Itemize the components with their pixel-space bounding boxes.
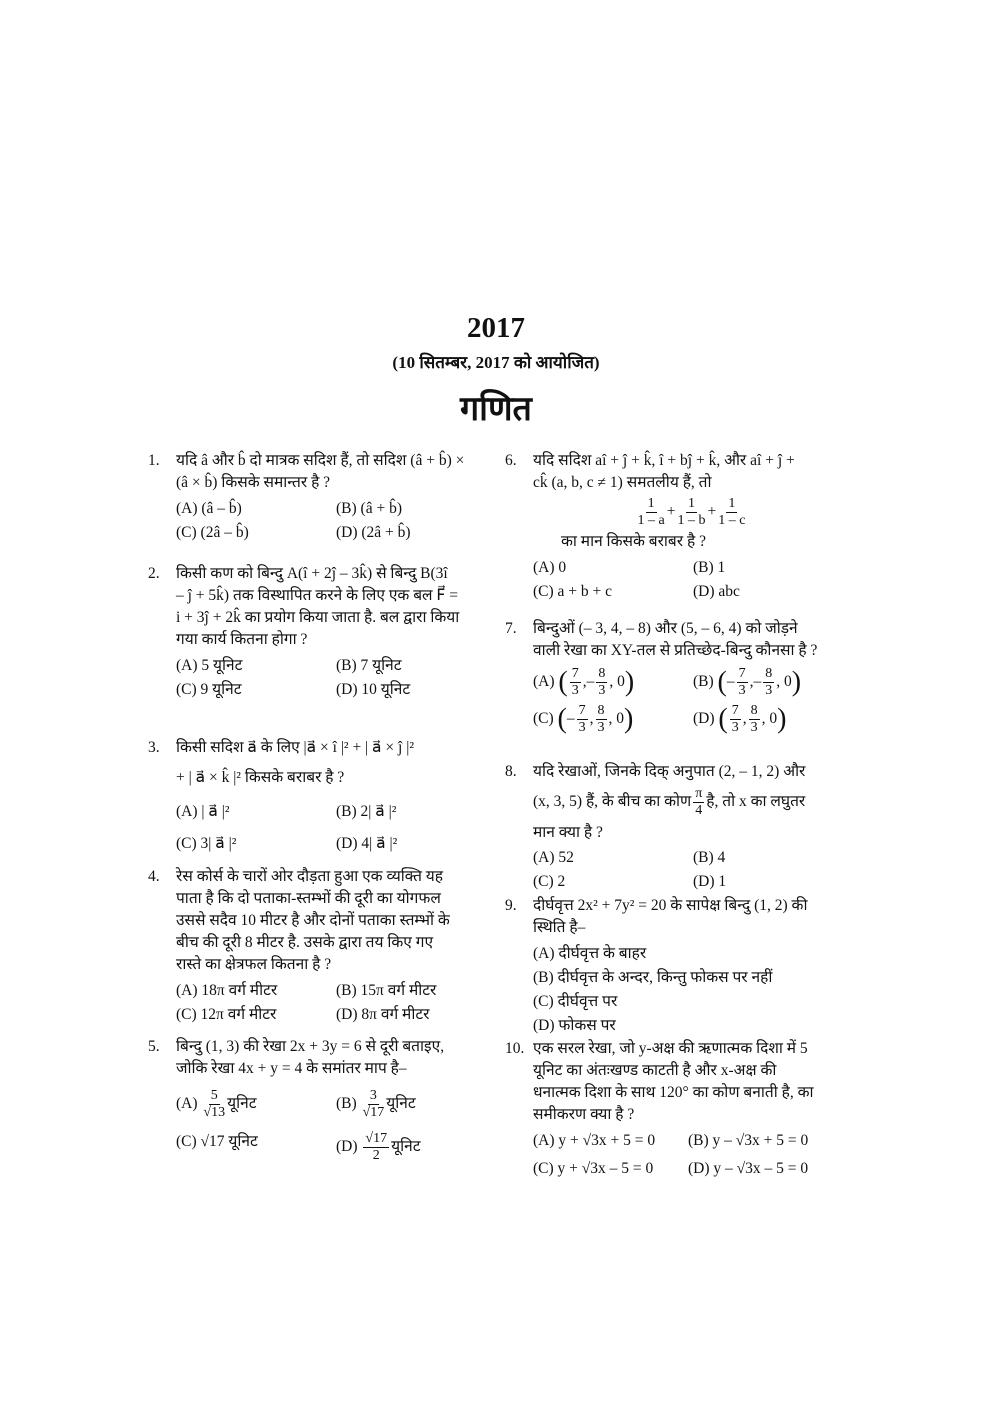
option-c: (C) (– $\frac{7}{3}$ , $\frac{8}{3}$ , 0) — [533, 703, 634, 735]
question-text: बिन्दुओं (– 3, 4, – 8) और (5, – 6, 4) को जोड़ने — [533, 620, 798, 637]
option-a: (A) ( $\frac{7}{3}$ ,– $\frac{8}{3}$ , 0) — [533, 666, 635, 698]
question-text: जोकि रेखा 4x + y = 4 के समांतर माप है– — [176, 1060, 407, 1077]
question-number: 2. — [148, 565, 160, 582]
question-number: 8. — [505, 763, 517, 780]
option-a: (A) $\frac{5}{√13}$ यूनिट — [176, 1088, 257, 1120]
question-text: धनात्मक दिशा के साथ 120° का कोण बनाती है, का — [533, 1084, 814, 1101]
option-a: (A) 0 — [533, 559, 567, 576]
question-text: रास्ते का क्षेत्रफल कितना है ? — [176, 956, 332, 973]
option-c: (C) 9 यूनिट — [176, 681, 242, 698]
question-text: रेस कोर्स के चारों ओर दौड़ता हुआ एक व्यक्ति यह — [176, 868, 444, 885]
question-text: यदि रेखाओं, जिनके दिक् अनुपात (2, – 1, 2) और — [533, 763, 806, 780]
option-d: (D) ( $\frac{7}{3}$ , $\frac{8}{3}$ , 0) — [693, 703, 787, 735]
question-number: 5. — [148, 1038, 160, 1055]
option-d: (D) abc — [693, 583, 740, 600]
option-d: (D) y – √3x – 5 = 0 — [688, 1160, 809, 1177]
question-number: 6. — [505, 452, 517, 469]
option-b: (B) 2| a⃗ |² — [336, 803, 397, 820]
question-8 — [505, 758, 850, 893]
question-text: ck̂ (a, b, c ≠ 1) समतलीय हैं, तो — [533, 474, 712, 491]
question-text: बीच की दूरी 8 मीटर है. उसके द्वारा तय किए गए — [176, 934, 434, 951]
option-a: (A) (â – b̂) — [176, 500, 242, 517]
option-d: (D) $\frac{√17}{2}$ यूनिट — [336, 1131, 421, 1163]
question-text: का मान किसके बराबर है ? — [561, 533, 706, 550]
question-text: (x, 3, 5) हैं, के बीच का कोण — [533, 793, 692, 811]
question-9 — [505, 895, 850, 1037]
question-text: दीर्घवृत्त 2x² + 7y² = 20 के सापेक्ष बिन्दु (1, 2) की — [533, 897, 808, 914]
option-c: (C) 3| a⃗ |² — [176, 835, 237, 852]
option-b: (B) y – √3x + 5 = 0 — [688, 1132, 809, 1149]
question-text: समीकरण क्या है ? — [533, 1106, 635, 1123]
option-c: (C) √17 यूनिट — [176, 1133, 258, 1150]
option-d: (D) 8π वर्ग मीटर — [336, 1006, 430, 1023]
question-text: (â × b̂) किसके समान्तर है ? — [176, 474, 331, 491]
option-c: (C) 2 — [533, 873, 566, 890]
option-a: (A) | a⃗ |² — [176, 803, 230, 820]
option-b: (B) 1 — [693, 559, 726, 576]
subject-title: गणित — [460, 391, 532, 428]
question-text: – ĵ + 5k̂) तक विस्थापित करने के लिए एक बल F⃗ = — [176, 587, 458, 604]
question-text: यदि â और b̂ दो मात्रक सदिश हैं, तो सदिश (â + b̂) × — [176, 452, 465, 469]
fraction-pi-over-4: $\frac{\pi}{4}$ — [695, 786, 703, 818]
question-text: बिन्दु (1, 3) की रेखा 2x + 3y = 6 से दूरी बताइए, — [176, 1038, 445, 1055]
question-number: 7. — [505, 620, 517, 637]
option-d: (D) 10 यूनिट — [336, 681, 411, 698]
question-text: स्थिति है– — [533, 919, 586, 936]
question-number: 10. — [505, 1040, 525, 1057]
option-d: (D) (2â + b̂) — [336, 524, 411, 541]
option-d: (D) 1 — [693, 873, 727, 890]
question-text: एक सरल रेखा, जो y-अक्ष की ऋणात्मक दिशा में 5 — [533, 1040, 808, 1057]
question-1 — [148, 450, 493, 544]
option-b: (B) दीर्घवृत्त के अन्दर, किन्तु फोकस पर नहीं — [533, 969, 773, 986]
option-b: (B) (â + b̂) — [336, 500, 402, 517]
question-text: i + 3ĵ + 2k̂ का प्रयोग किया जाता है. बल द्वारा किया — [176, 609, 460, 626]
question-text: उससे सदैव 10 मीटर है और दोनों पताका स्तम्भों के — [176, 912, 450, 929]
exam-year: 2017 — [467, 312, 525, 344]
fraction-sum: $\frac{1}{1 - a}$ + $\frac{1}{1 - b}$ + $\frac{1}{1 - c}$ — [637, 496, 746, 528]
question-number: 9. — [505, 897, 517, 914]
option-b: (B) 4 — [693, 849, 726, 866]
option-a: (A) दीर्घवृत्त के बाहर — [533, 945, 647, 962]
question-text: किसी कण को बिन्दु A(î + 2ĵ – 3k̂) से बिन्दु B(3î — [176, 565, 448, 582]
fraction: $\frac{3}{√17}$ — [362, 1088, 385, 1120]
question-5 — [148, 1036, 493, 1164]
fraction: $\frac{5}{√13}$ — [203, 1088, 226, 1120]
question-10 — [505, 1038, 850, 1180]
option-c: (C) 12π वर्ग मीटर — [176, 1006, 277, 1023]
question-text: मान क्या है ? — [533, 824, 603, 841]
question-3 — [148, 733, 493, 859]
option-a: (A) 52 — [533, 849, 574, 866]
question-text: है, तो x का लघुतर — [706, 793, 806, 811]
option-b: (B) (– $\frac{7}{3}$ ,– $\frac{8}{3}$ , 0) — [693, 666, 802, 698]
option-d: (D) फोकस पर — [533, 1017, 616, 1034]
exam-date: (10 सितम्बर, 2017 को आयोजित) — [392, 353, 600, 372]
option-c: (C) y + √3x – 5 = 0 — [533, 1160, 654, 1177]
question-text: यदि सदिश aî + ĵ + k̂, î + bĵ + k̂, और aî + ĵ + — [533, 452, 795, 469]
question-text: + | a⃗ × k̂ |² किसके बराबर है ? — [176, 769, 345, 786]
question-text: किसी सदिश a⃗ के लिए |a⃗ × î |² + | a⃗ × ĵ |² — [176, 739, 414, 756]
question-7 — [505, 618, 850, 736]
option-d: (D) 4| a⃗ |² — [336, 835, 398, 852]
question-text: वाली रेखा का XY-तल से प्रतिच्छेद-बिन्दु कौनसा है ? — [533, 642, 818, 659]
option-a: (A) y + √3x + 5 = 0 — [533, 1132, 656, 1149]
option-b: (B) 7 यूनिट — [336, 657, 402, 674]
question-number: 1. — [148, 452, 160, 469]
option-b: (B) $\frac{3}{√17}$ यूनिट — [336, 1088, 416, 1120]
question-4 — [148, 866, 493, 1026]
question-6 — [505, 450, 850, 603]
option-a: (A) 18π वर्ग मीटर — [176, 982, 278, 999]
option-c: (C) दीर्घवृत्त पर — [533, 993, 618, 1010]
question-text: गया कार्य कितना होगा ? — [176, 631, 308, 648]
option-c: (C) (2â – b̂) — [176, 524, 249, 541]
question-number: 3. — [148, 739, 160, 756]
option-b: (B) 15π वर्ग मीटर — [336, 982, 437, 999]
question-number: 4. — [148, 868, 160, 885]
option-a: (A) 5 यूनिट — [176, 657, 243, 674]
question-text: पाता है कि दो पताका-स्तम्भों की दूरी का योगफल — [176, 890, 441, 907]
fraction: $\frac{√17}{2}$ — [365, 1131, 388, 1163]
question-2 — [148, 563, 493, 701]
question-text: यूनिट का अंतःखण्ड काटती है और x-अक्ष की — [533, 1062, 777, 1079]
option-c: (C) a + b + c — [533, 583, 613, 600]
